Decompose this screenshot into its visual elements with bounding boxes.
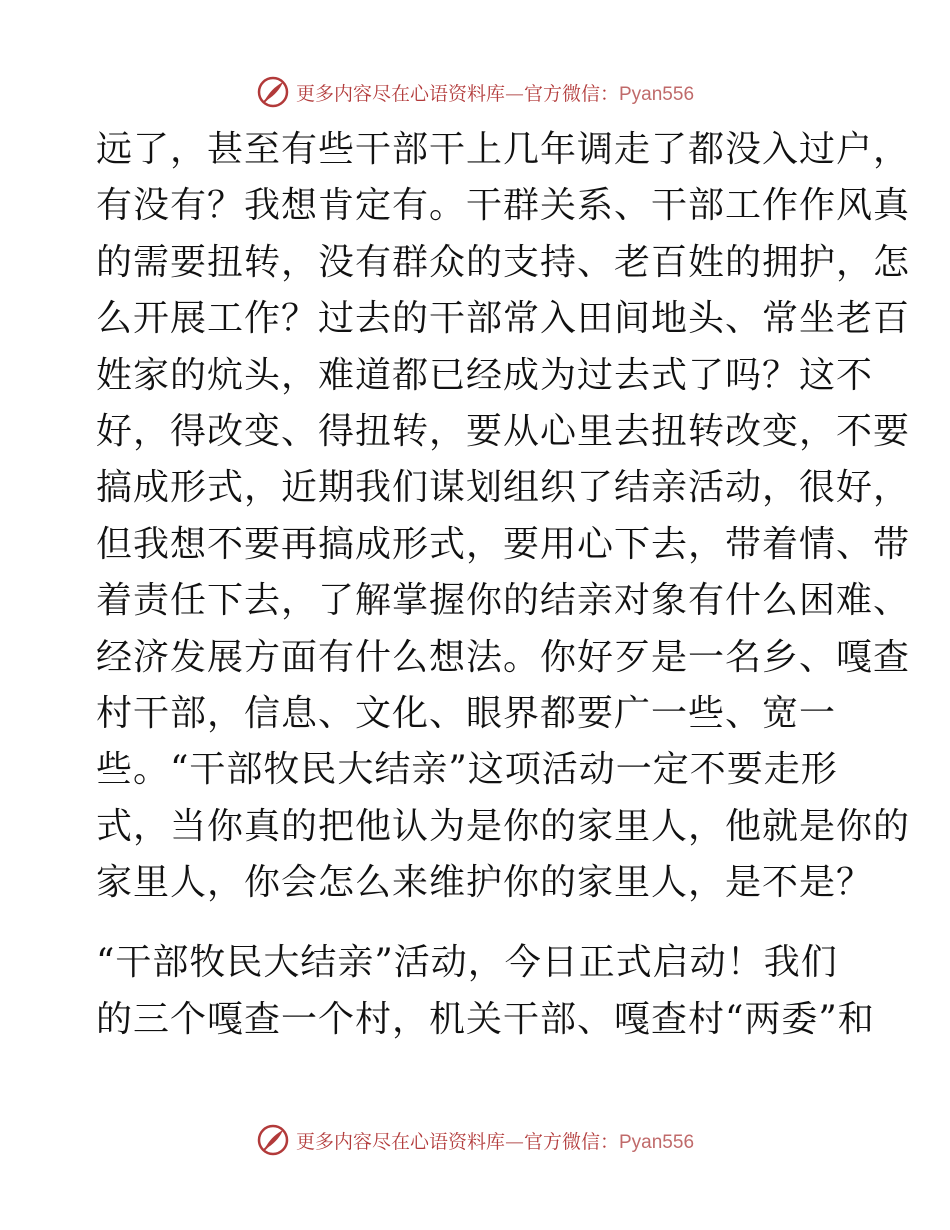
- footer-banner: [0, 1120, 950, 1160]
- text-line: 经济发展方面有什么想法。你好歹是一名乡、嘎查: [96, 636, 911, 678]
- footer-wechat-label: 官方微信：: [523, 1130, 619, 1153]
- quill-logo-icon: [256, 75, 290, 109]
- text-line: “干部牧民大结亲”活动，今日正式启动！我们: [96, 942, 838, 984]
- text-line: 家里人，你会怎么来维护你的家里人，是不是？: [96, 862, 874, 904]
- quill-logo-icon: [256, 1123, 290, 1157]
- text-line: 好，得改变、得扭转，要从心里去扭转改变，不要: [96, 410, 911, 452]
- header-separator: —: [504, 82, 524, 105]
- paragraph-2: [96, 935, 875, 1048]
- footer-wechat-id: Pyan556: [619, 1131, 695, 1153]
- text-line: 姓家的炕头，难道都已经成为过去式了吗？这不: [96, 354, 874, 396]
- text-line: 式，当你真的把他认为是你的家里人，他就是你的: [96, 805, 911, 847]
- footer-separator: —: [504, 1130, 524, 1153]
- text-line: 的需要扭转，没有群众的支持、老百姓的拥护，怎: [96, 241, 911, 283]
- header-wechat-label: 官方微信：: [523, 82, 619, 105]
- text-line: 搞成形式，近期我们谋划组织了结亲活动，很好，: [96, 467, 911, 509]
- text-line: 着责任下去，了解掌握你的结亲对象有什么困难、: [96, 580, 911, 622]
- text-line: 但我想不要再搞成形式，要用心下去，带着情、带: [96, 523, 911, 565]
- paragraph-gap: [96, 911, 856, 935]
- header-site-text: 更多内容尽在心语资料库: [295, 82, 505, 105]
- paragraph-1: [96, 122, 911, 911]
- text-line: 远了，甚至有些干部干上几年调走了都没入过户，: [96, 129, 911, 170]
- text-line: 村干部，信息、文化、眼界都要广一些、宽一: [96, 692, 837, 734]
- text-line: 些。“干部牧民大结亲”这项活动一定不要走形: [96, 749, 838, 791]
- text-line: 的三个嘎查一个村，机关干部、嘎查村“两委”和: [96, 998, 875, 1040]
- text-line: 么开展工作？过去的干部常入田间地头、常坐老百: [96, 298, 911, 340]
- header-wechat-id: Pyan556: [619, 83, 695, 105]
- text-line: 有没有？我想肯定有。干群关系、干部工作作风真: [96, 185, 911, 227]
- document-body: [96, 122, 911, 1048]
- header-banner: [0, 72, 950, 112]
- footer-site-text: 更多内容尽在心语资料库: [295, 1130, 505, 1153]
